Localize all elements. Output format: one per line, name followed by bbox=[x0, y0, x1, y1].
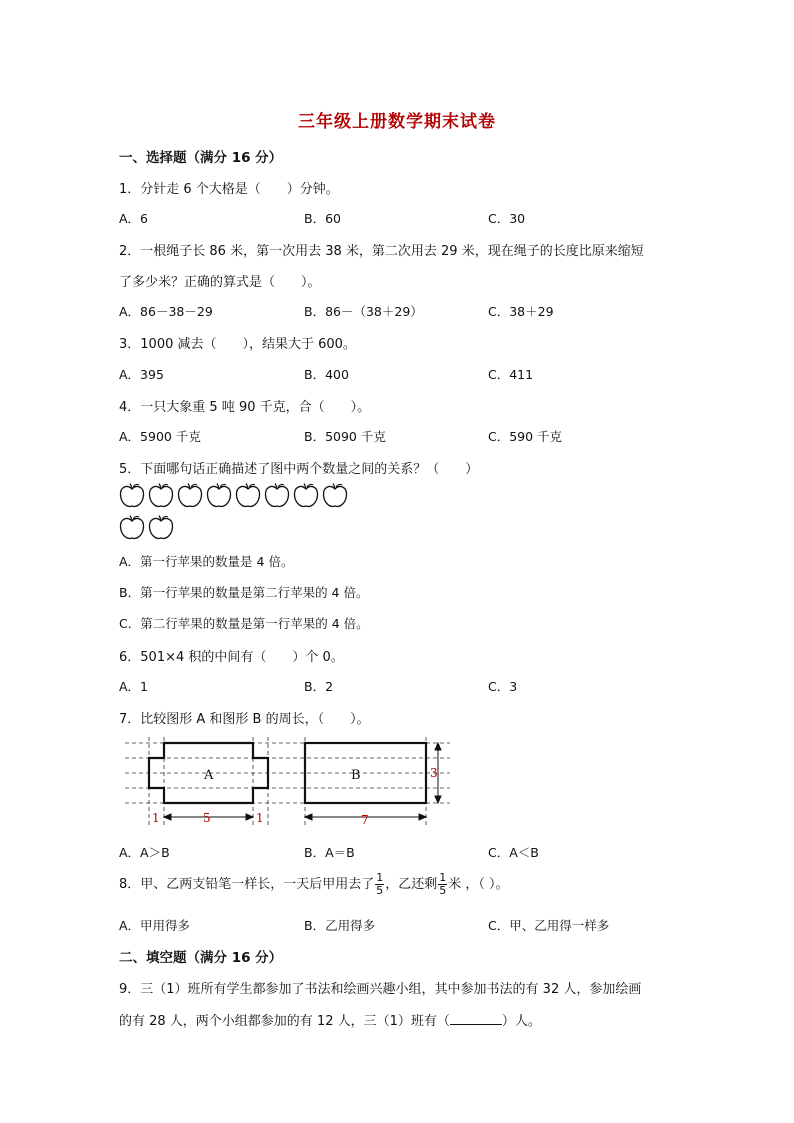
q8-option-b[interactable]: B．乙用得多 bbox=[304, 918, 376, 933]
q4-option-a[interactable]: A．5900 千克 bbox=[119, 429, 201, 444]
q7-option-a[interactable]: A．A＞B bbox=[119, 845, 170, 860]
apple-icon bbox=[149, 516, 172, 539]
q2-option-a[interactable]: A．86－38－29 bbox=[119, 304, 213, 319]
question-4: 4．一只大象重 5 吨 90 千克，合（ ）。 bbox=[119, 400, 371, 415]
q8-option-a[interactable]: A．甲用得多 bbox=[119, 918, 191, 933]
shape-a-label: A bbox=[204, 768, 214, 783]
dim-b-width: 7 bbox=[361, 813, 369, 827]
answer-blank[interactable] bbox=[450, 1024, 502, 1025]
apple-icon bbox=[236, 484, 259, 507]
question-1: 1．分针走 6 个大格是（ ）分钟。 bbox=[119, 182, 339, 197]
question-9-line1: 9．三（1）班所有学生都参加了书法和绘画兴趣小组，其中参加书法的有 32 人，参加绘画 bbox=[119, 982, 642, 997]
apple-row-1 bbox=[120, 484, 346, 507]
q3-option-a[interactable]: A．395 bbox=[119, 367, 164, 382]
question-8 bbox=[119, 872, 509, 897]
q3-option-b[interactable]: B．400 bbox=[304, 367, 349, 382]
apple-icon bbox=[323, 484, 346, 507]
q3-option-c[interactable]: C．411 bbox=[488, 367, 534, 382]
apple-icon bbox=[207, 484, 230, 507]
apple-icon bbox=[120, 484, 143, 507]
apple-icon bbox=[120, 516, 143, 539]
section-heading-fill: 二、填空题（满分 16 分） bbox=[119, 950, 283, 966]
q5-option-a[interactable]: A．第一行苹果的数量是 4 倍。 bbox=[119, 554, 294, 569]
q9-text-after: ）人。 bbox=[501, 1014, 541, 1029]
q9-text-before: 的有 28 人，两个小组都参加的有 12 人，三（1）班有（ bbox=[119, 1014, 450, 1029]
q5-option-c[interactable]: C．第二行苹果的数量是第一行苹果的 4 倍。 bbox=[119, 616, 369, 631]
apple-row-2 bbox=[120, 516, 172, 539]
q6-option-b[interactable]: B．2 bbox=[304, 679, 334, 694]
shape-b-label: B bbox=[351, 768, 361, 783]
apple-icon bbox=[294, 484, 317, 507]
q8-option-c[interactable]: C．甲、乙用得一样多 bbox=[488, 918, 610, 933]
apples-figure bbox=[117, 480, 357, 542]
section-heading-choice: 一、选择题（满分 16 分） bbox=[119, 150, 283, 166]
page-title: 三年级上册数学期末试卷 bbox=[298, 112, 496, 132]
fraction-one-fifth-meter: $\frac{1}{5}$ bbox=[439, 871, 447, 897]
q8-text-after: 米 ，（ ）。 bbox=[448, 877, 509, 892]
dim-a-left: 1 bbox=[152, 811, 160, 825]
q4-option-b[interactable]: B．5090 千克 bbox=[304, 429, 386, 444]
q7-option-c[interactable]: C．A＜B bbox=[488, 845, 539, 860]
q4-option-c[interactable]: C．590 千克 bbox=[488, 429, 563, 444]
fraction-one-fifth: $\frac{1}{5}$ bbox=[376, 871, 384, 897]
question-2-line2: 了多少米？正确的算式是（ ）。 bbox=[119, 275, 321, 290]
dim-b-height: 3 bbox=[430, 766, 438, 780]
grid-lines bbox=[125, 737, 450, 827]
apple-icon bbox=[149, 484, 172, 507]
apple-icon bbox=[178, 484, 201, 507]
dim-a-middle: 5 bbox=[203, 811, 211, 825]
q1-option-a[interactable]: A．6 bbox=[119, 211, 149, 226]
apple-icon bbox=[265, 484, 288, 507]
q7-option-b[interactable]: B．A＝B bbox=[304, 845, 355, 860]
q1-option-c[interactable]: C．30 bbox=[488, 211, 526, 226]
q1-option-b[interactable]: B．60 bbox=[304, 211, 341, 226]
question-6: 6．501×4 积的中间有（ ）个 0。 bbox=[119, 650, 344, 665]
q6-option-a[interactable]: A．1 bbox=[119, 679, 149, 694]
q6-option-c[interactable]: C．3 bbox=[488, 679, 518, 694]
q5-option-b[interactable]: B．第一行苹果的数量是第二行苹果的 4 倍。 bbox=[119, 585, 369, 600]
q2-option-c[interactable]: C．38＋29 bbox=[488, 304, 554, 319]
question-2-line1: 2．一根绳子长 86 米，第一次用去 38 米，第二次用去 29 米，现在绳子的长度比原来缩短 bbox=[119, 244, 644, 259]
perimeter-figure bbox=[120, 735, 460, 830]
question-9-line2 bbox=[119, 1010, 541, 1029]
question-3: 3．1000 减去（ ），结果大于 600。 bbox=[119, 337, 356, 352]
q8-text-before: 8．甲、乙两支铅笔一样长，一天后甲用去了 bbox=[119, 877, 375, 892]
dim-a-right: 1 bbox=[256, 811, 264, 825]
q8-text-middle: ，乙还剩 bbox=[385, 877, 438, 892]
q2-option-b[interactable]: B．86－（38＋29） bbox=[304, 304, 423, 319]
question-5: 5．下面哪句话正确描述了图中两个数量之间的关系？（ ） bbox=[119, 462, 479, 477]
question-7: 7．比较图形 A 和图形 B 的周长，（ ）。 bbox=[119, 712, 370, 727]
